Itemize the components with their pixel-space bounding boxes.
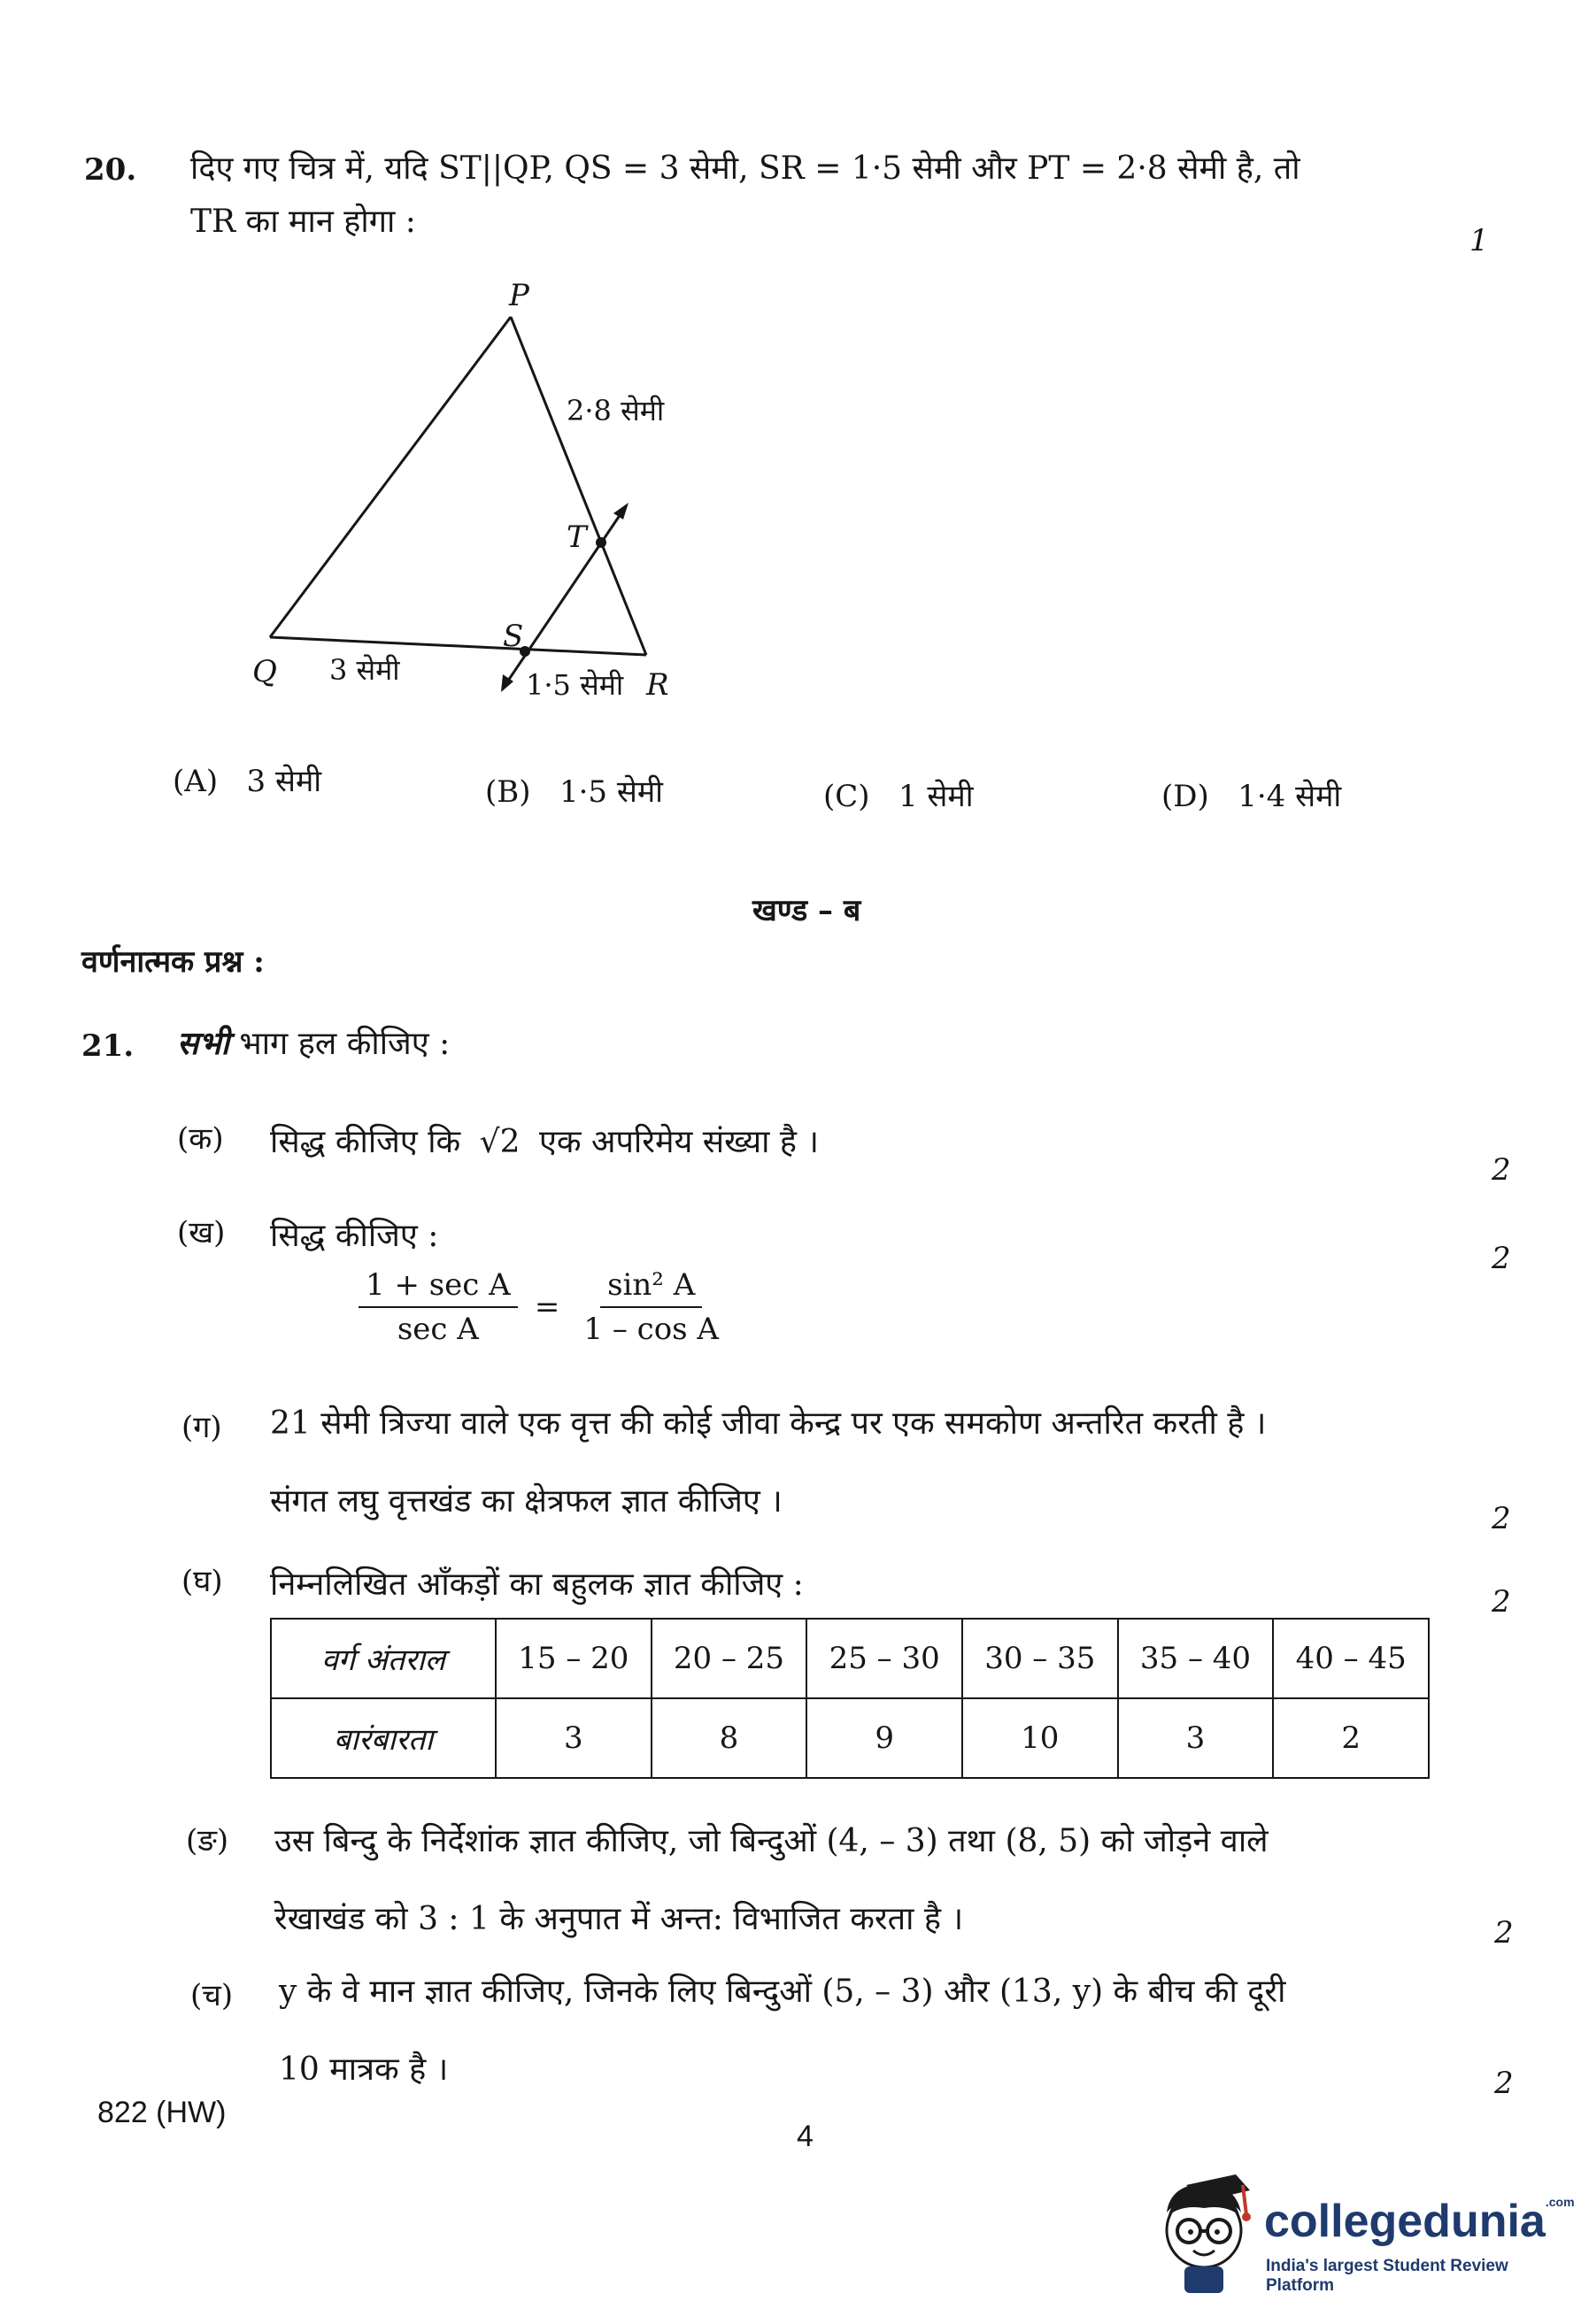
label-r: R (646, 667, 669, 703)
question-text-line2: TR का मान होगा : (190, 204, 416, 240)
fraction-denominator: sec A (397, 1312, 479, 1347)
part-label: (च) (190, 1978, 234, 2013)
part-text: एक अपरिमेय संख्या है । (538, 1124, 820, 1160)
table-cell: 10 (962, 1698, 1118, 1778)
side-pq (270, 317, 511, 637)
logo-wordmark (1264, 2195, 1575, 2248)
logo-dotcom: .com (1545, 2195, 1575, 2209)
option-text: 3 सेमी (246, 764, 322, 799)
label-p: P (509, 278, 529, 313)
part-label: (ङ) (186, 1823, 229, 1858)
option-label: (A) (173, 764, 219, 799)
question-text-line1: दिए गए चित्र में, यदि ST||QP, QS = 3 सेमी, SR = 1·5 सेमी और PT = 2·8 सेमी है, तो (190, 150, 1300, 187)
part-text-line1: उस बिन्दु के निर्देशांक ज्ञात कीजिए, जो बिन्दुओं (4, – 3) तथा (8, 5) को जोड़ने वाले (274, 1823, 1269, 1859)
table-row (271, 1698, 1429, 1778)
part-text: निम्नलिखित आँकड़ों का बहुलक ज्ञात कीजिए : (270, 1566, 804, 1603)
mascot-icon (1151, 2173, 1255, 2297)
question-number: 20. (84, 152, 137, 188)
sqrt-expression: √2 (479, 1124, 521, 1160)
equals-sign: = (534, 1289, 560, 1325)
option-text: 1 सेमी (898, 779, 974, 814)
question-number: 21. (81, 1028, 135, 1064)
table-cell: 9 (806, 1698, 962, 1778)
line-st (505, 509, 624, 686)
length-sr: 1·5 सेमी (526, 668, 624, 702)
frequency-table (270, 1618, 1430, 1779)
label-s: S (503, 619, 524, 654)
part-text-line2: 10 मात्रक है । (279, 2051, 449, 2088)
option-label: (D) (1161, 779, 1209, 814)
option-text: 1·4 सेमी (1238, 779, 1342, 814)
fraction-lhs (359, 1267, 518, 1347)
part-text-line1: 21 सेमी त्रिज्या वाले एक वृत्त की कोई जीवा केन्द्र पर एक समकोण अन्तरित करती है । (270, 1405, 1267, 1442)
part-text-line2: संगत लघु वृत्तखंड का क्षेत्रफल ज्ञात कीजिए । (270, 1483, 783, 1520)
fraction-numerator: 1 + sec A (359, 1267, 518, 1308)
length-qs: 3 सेमी (329, 653, 400, 687)
arrowhead-up (613, 503, 629, 519)
paper-code: 822 (HW) (97, 2096, 227, 2129)
side-pr (511, 317, 646, 655)
intro-text: भाग हल कीजिए : (239, 1026, 451, 1062)
triangle-figure (221, 265, 717, 726)
fraction-rhs (576, 1267, 726, 1347)
table-cell: 2 (1273, 1698, 1429, 1778)
part-text: सिद्ध कीजिए कि (270, 1124, 461, 1160)
table-cell: 20 – 25 (652, 1619, 807, 1698)
section-subtitle: वर्णनात्मक प्रश्न : (81, 944, 265, 980)
intro-emphasis: सभी (177, 1025, 229, 1062)
option-label: (C) (823, 779, 870, 814)
part-label: (ग) (181, 1410, 222, 1445)
table-cell: 3 (496, 1698, 652, 1778)
logo-word: collegedunia (1264, 2196, 1546, 2247)
section-title: खण्ड – ब (752, 893, 861, 928)
option-text: 1·5 सेमी (559, 774, 663, 810)
side-qr (270, 637, 646, 655)
option-b (485, 770, 663, 811)
marks: 2 (1492, 1152, 1511, 1188)
fraction-numerator: sin² A (600, 1267, 702, 1308)
option-c (823, 774, 974, 815)
option-a (173, 759, 321, 800)
part-text: सिद्ध कीजिए : (270, 1218, 439, 1254)
point-t (596, 537, 606, 548)
table-cell: 8 (652, 1698, 807, 1778)
part-label: (ख) (177, 1215, 226, 1250)
length-pt: 2·8 सेमी (567, 394, 665, 427)
table-header-cell: बारंबारता (271, 1698, 496, 1778)
logo-tagline: India's largest Student Review Platform (1266, 2257, 1508, 2295)
label-q: Q (252, 654, 277, 689)
fraction-denominator: 1 – cos A (583, 1312, 719, 1347)
marks: 2 (1492, 1241, 1511, 1276)
collegedunia-logo (1151, 2168, 1575, 2310)
label-t: T (567, 519, 587, 555)
part-text-line1: y के वे मान ज्ञात कीजिए, जिनके लिए बिन्दुओं (5, – 3) और (13, y) के बीच की दूरी (279, 1974, 1286, 2010)
identity-equation (359, 1267, 726, 1347)
part-text-line2: रेखाखंड को 3 : 1 के अनुपात में अन्त: विभाजित करता है । (274, 1901, 964, 1937)
option-label: (B) (485, 774, 531, 810)
page-number: 4 (797, 2120, 814, 2153)
question-intro (177, 1018, 450, 1070)
table-cell: 35 – 40 (1118, 1619, 1274, 1698)
table-row (271, 1619, 1429, 1698)
table-cell: 30 – 35 (962, 1619, 1118, 1698)
table-cell: 25 – 30 (806, 1619, 962, 1698)
marks: 1 (1469, 223, 1489, 258)
table-cell: 40 – 45 (1273, 1619, 1429, 1698)
part-label: (क) (177, 1121, 224, 1157)
marks: 2 (1494, 2066, 1514, 2101)
marks: 2 (1494, 1915, 1514, 1951)
marks: 2 (1492, 1501, 1511, 1536)
part-label: (घ) (181, 1564, 223, 1599)
table-cell: 3 (1118, 1698, 1274, 1778)
marks: 2 (1492, 1584, 1511, 1620)
table-cell: 15 – 20 (496, 1619, 652, 1698)
part-ka-text (270, 1117, 819, 1168)
table-header-cell: वर्ग अंतराल (271, 1619, 496, 1698)
option-d (1161, 774, 1341, 815)
